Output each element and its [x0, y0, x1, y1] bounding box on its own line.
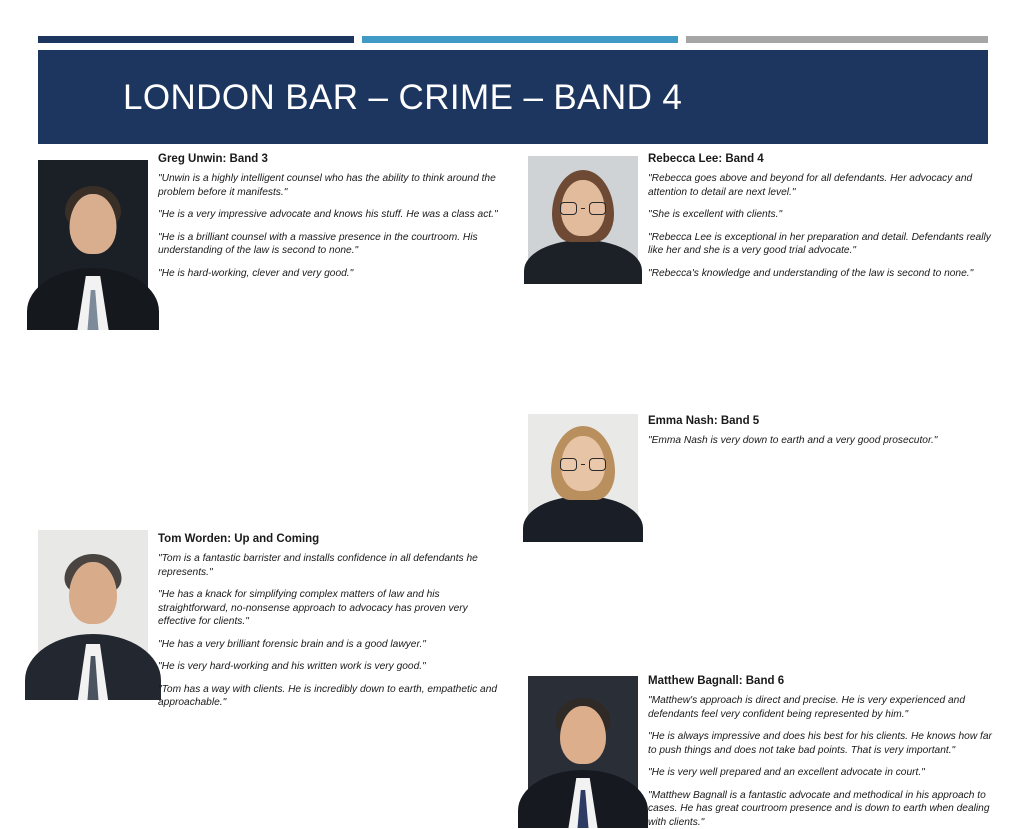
- profile-rebecca-lee: [528, 152, 998, 280]
- title-banner: [38, 50, 988, 144]
- portrait-head: [70, 194, 117, 254]
- quote: "Unwin is a highly intelligent counsel who has the ability to think around the problem before it manifests.": [158, 173, 496, 198]
- right-column: [528, 152, 998, 828]
- quote: "Rebecca's knowledge and understanding of the law is second to none.": [648, 267, 974, 279]
- portrait-head: [560, 706, 606, 764]
- profile-emma-nash: [528, 280, 998, 447]
- rebecca-lee-photo: [528, 156, 638, 284]
- portrait-head: [69, 562, 117, 624]
- quote: "She is excellent with clients.": [648, 209, 783, 221]
- glasses-icon: [560, 202, 606, 215]
- profile-tom-worden: [38, 322, 508, 708]
- quote: "Matthew Bagnall is a fantastic advocate and methodical in his approach to cases. He has great courtroom presence and is down to earth when dealing with clients.": [648, 789, 990, 828]
- quote: "He is very well prepared and an excellent advocate in court.": [648, 767, 925, 779]
- accent-bar-blue: [362, 36, 678, 43]
- matthew-bagnall-photo: [528, 676, 638, 828]
- glasses-lens: [589, 202, 606, 215]
- greg-unwin-photo: [38, 160, 148, 330]
- accent-bar-navy: [38, 36, 354, 43]
- tom-worden-photo: [38, 530, 148, 700]
- quote: "Emma Nash is very down to earth and a very good prosecutor.": [648, 435, 938, 447]
- quote: "He has a very brilliant forensic brain and is a good lawyer.": [158, 638, 426, 650]
- profile-greg-unwin: [38, 152, 508, 322]
- person-name: Matthew Bagnall: Band 6: [648, 675, 785, 687]
- quote: "He is always impressive and does his best for his clients. He knows how far to push things and does not take bad points. That is very important.": [648, 731, 992, 756]
- matthew-bagnall-text: [648, 674, 998, 829]
- accent-bar-group: [38, 36, 988, 43]
- tom-worden-text: [158, 532, 508, 709]
- quote: "He is hard-working, clever and very good.": [158, 267, 354, 279]
- profile-matthew-bagnall: [528, 408, 998, 828]
- person-name: Tom Worden: Up and Coming: [158, 533, 320, 545]
- glasses-bridge: [581, 208, 585, 210]
- quote: "Rebecca Lee is exceptional in her preparation and detail. Defendants really like her and she is a very good trial advocate.": [648, 231, 991, 257]
- quote: "Matthew's approach is direct and precise. He is very experienced and defendants feel very confident being represented by him.": [648, 695, 966, 720]
- glasses-lens: [560, 202, 577, 215]
- page-title: LONDON BAR – CRIME – BAND 4: [123, 77, 683, 117]
- quote: "Tom is a fantastic barrister and installs confidence in all defendants he represents.": [158, 553, 478, 578]
- left-column: [38, 152, 508, 708]
- quote: "He is a very impressive advocate and knows his stuff. He was a class act.": [158, 209, 498, 221]
- greg-unwin-text: [158, 152, 508, 280]
- person-name: Greg Unwin: Band 3: [158, 153, 268, 165]
- quote: "Tom has a way with clients. He is incredibly down to earth, empathetic and approachable.": [158, 683, 498, 708]
- accent-bar-grey: [686, 36, 988, 43]
- person-name: Emma Nash: Band 5: [648, 415, 760, 427]
- rebecca-lee-text: [648, 152, 998, 280]
- quote: "He is a brilliant counsel with a massive presence in the courtroom. His understanding of the law is second to none.": [158, 231, 478, 257]
- quote: "Rebecca goes above and beyond for all defendants. Her advocacy and attention to detail are next level.": [648, 173, 973, 198]
- quote: "He has a knack for simplifying complex matters of law and his straightforward, no-nonsense approach to advocacy has proven very effective for clients.": [158, 589, 468, 628]
- quote: "He is very hard-working and his written work is very good.": [158, 661, 426, 673]
- person-name: Rebecca Lee: Band 4: [648, 153, 764, 165]
